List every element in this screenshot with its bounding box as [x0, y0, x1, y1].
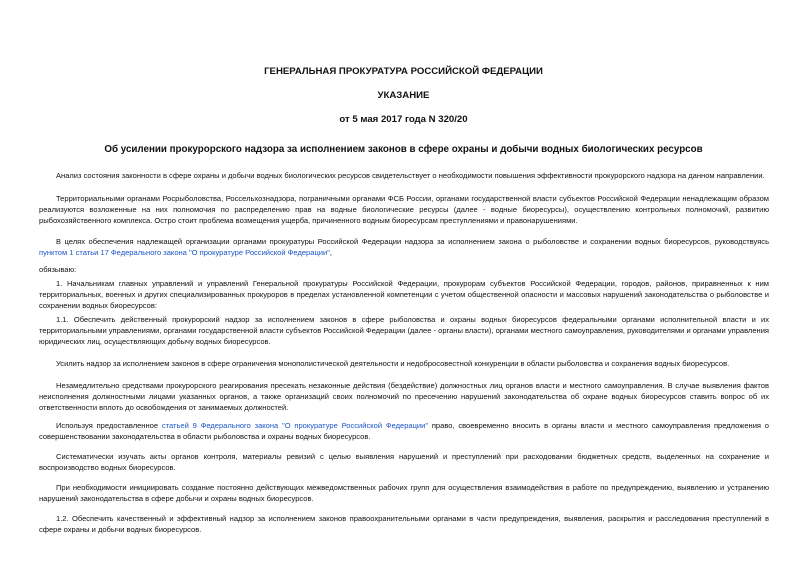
- document-title: Об усилении прокурорского надзора за исполнением законов в сфере охраны и добычи водных биологических ресурсов: [104, 144, 703, 155]
- paragraph-proposals: [39, 420, 769, 442]
- paragraph-obligate: обязываю:: [39, 265, 77, 274]
- paragraph-purpose-text: В целях обеспечения надлежащей организации органами прокуратуры Российской Федерации надзора за исполнением закона о рыболовстве и сохранении водных биоресурсов, руководствуясь: [56, 237, 769, 246]
- paragraph-item-1-1: 1.1. Обеспечить действенный прокурорский надзор за исполнением законов в сфере рыболовства и охраны водных биоресурсов федеральными органами исполнительной власти и их территориальными управлениями, органами государственной власти субъектов Российской Федерации (далее - органы власти), органами местного самоуправления, руководителями и органами управления юридических лиц, осуществляющих добычу водных биоресурсов.: [39, 315, 769, 346]
- paragraph-proposals-text: Используя предоставленное: [56, 421, 162, 430]
- paragraph-proposals-end: право, своевременно вносить в органы власти и местного самоуправления предложения о совершенствовании законодательства в области рыболовства и охраны водных биоресурсов.: [39, 421, 769, 441]
- paragraph-purpose: [39, 236, 769, 258]
- paragraph-item-1-2: 1.2. Обеспечить качественный и эффективный надзор за исполнением законов правоохранительными органами в части предупреждения, выявления, раскрытия и расследования преступлений в сфере охраны и добычи водных биоресурсов.: [39, 514, 769, 534]
- link-article-9[interactable]: статьей 9 Федерального закона "О прокуратуре Российской Федерации": [161, 421, 429, 430]
- agency-name: ГЕНЕРАЛЬНАЯ ПРОКУРАТУРА РОССИЙСКОЙ ФЕДЕРАЦИИ: [264, 66, 543, 77]
- document-date-number: от 5 мая 2017 года N 320/20: [339, 114, 468, 125]
- paragraph-territorial-bodies: Территориальными органами Росрыболовства, Россельхознадзора, пограничными органами ФСБ России, органами государственной власти субъектов Российской Федерации ненадлежащим образом реализуются возложенные на них полномочия по распределению прав на водные биологические ресурсы (далее - водные биоресурсы), осуществлению контрольных полномочий, развитию рыбохозяйственного комплекса. Остро стоит проблема возмещения ущерба, причиненного водным биоресурсам преступлениями и правонарушениями.: [39, 194, 769, 225]
- paragraph-competition: Усилить надзор за исполнением законов в сфере ограничения монополистической деятельности и недобросовестной конкуренции в области рыболовства и сохранения водных биоресурсов.: [56, 359, 730, 368]
- paragraph-working-groups: При необходимости инициировать создание постоянно действующих межведомственных рабочих групп для осуществления взаимодействия в работе по предупреждению, выявлению и устранению нарушений законодательства в сфере добычи и охраны водных биоресурсов.: [39, 483, 769, 503]
- link-article-17[interactable]: пунктом 1 статьи 17 Федерального закона "О прокуратуре Российской Федерации": [39, 248, 330, 257]
- paragraph-analysis: Анализ состояния законности в сфере охраны и добычи водных биологических ресурсов свидетельствует о необходимости повышения эффективности прокурорского надзора на данном направлении.: [56, 171, 765, 180]
- paragraph-item-1: 1. Начальникам главных управлений и управлений Генеральной прокуратуры Российской Федерации, прокурорам субъектов Российской Федерации, городов, районов, приравненных к ним территориальных, военных и других специализированных прокуроров в пределах установленной компетенции с учетом общественной опасности и массовых нарушений законодательства о рыболовстве и сохранении водных биоресурсов:: [39, 279, 769, 310]
- document-type: УКАЗАНИЕ: [377, 90, 430, 101]
- paragraph-audit: Систематически изучать акты органов контроля, материалы ревизий с целью выявления нарушений и преступлений при расходовании бюджетных средств, выделенных на сохранение и воспроизводство водных биоресурсов.: [39, 452, 769, 472]
- paragraph-suppress: Незамедлительно средствами прокурорского реагирования пресекать незаконные действия (бездействие) должностных лиц органов власти и местного самоуправления. В случае выявления фактов неисполнения должностными лицами указанных органов, а также организаций своих полномочий по пресечению нарушений законодательства об охране водных биоресурсов ставить вопрос об их ответственности вплоть до освобождения от занимаемых должностей.: [39, 381, 769, 412]
- paragraph-purpose-end: ,: [329, 248, 332, 257]
